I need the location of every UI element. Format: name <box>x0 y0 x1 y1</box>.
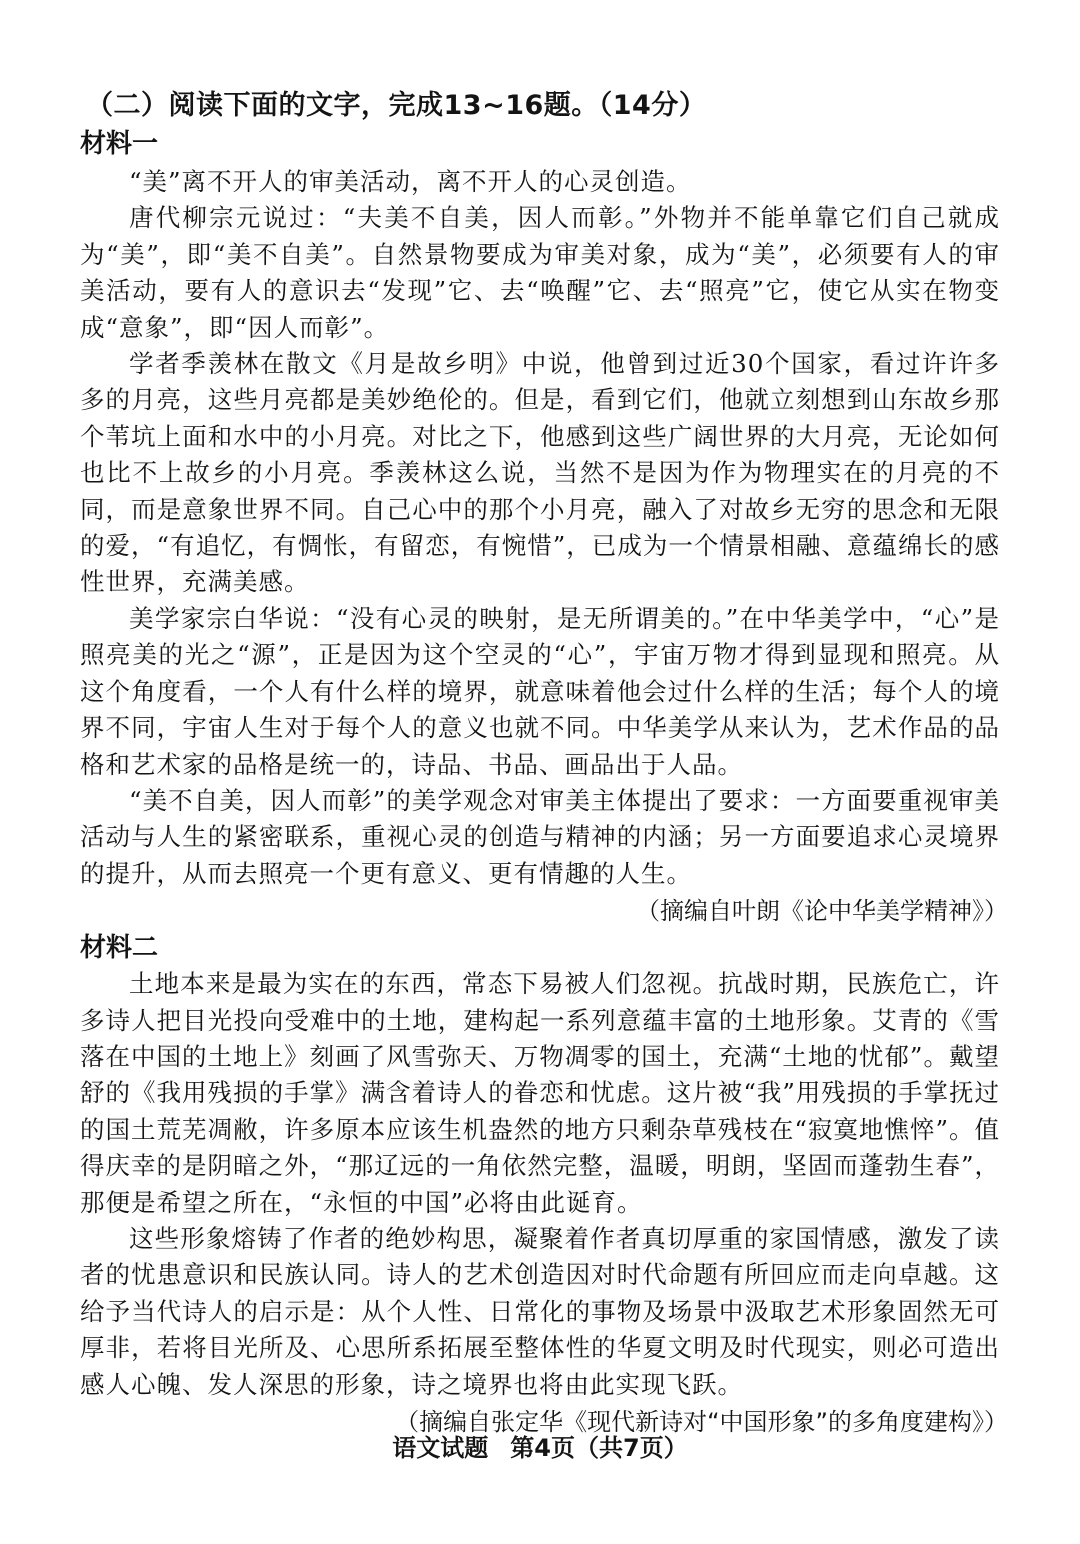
material-one-paragraph: 学者季羡林在散文《月是故乡明》中说，他曾到过近30个国家，看过许许多多的月亮，这些月亮都是美妙绝伦的。但是，看到它们，他就立刻想到山东故乡那个苇坑上面和水中的小月亮。对比之下，他感到这些广阔世界的大月亮，无论如何也比不上故乡的小月亮。季羡林这么说，当然不是因为作为物理实在的月亮的不同，而是意象世界不同。自己心中的那个小月亮，融入了对故乡无穷的思念和无限的爱，“有追忆，有惆怅，有留恋，有惋惜”，已成为一个情景相融、意蕴绵长的感性世界，充满美感。 <box>80 349 1000 597</box>
material-one-paragraph: “美”离不开人的审美活动，离不开人的心灵创造。 <box>129 167 692 196</box>
material-one-paragraph: 唐代柳宗元说过：“夫美不自美，因人而彰。”外物并不能单靠它们自己就成为“美”，即“美不自美”。自然景物要成为审美对象，成为“美”，必须要有人的审美活动，要有人的意识去“发现”它、去“唤醒”它、去“照亮”它，使它从实在物变成“意象”，即“因人而彰”。 <box>80 203 1000 342</box>
footer-subject: 语文试题 <box>392 1434 489 1462</box>
material-one <box>80 126 1008 930</box>
material-one-paragraph: “美不自美，因人而彰”的美学观念对审美主体提出了要求：一方面要重视审美活动与人生的紧密联系，重视心灵的创造与精神的内涵；另一方面要追求心灵境界的提升，从而去照亮一个更有意义、更有情趣的人生。 <box>80 785 1000 888</box>
footer-page-number: 第4页（共7页） <box>510 1434 688 1462</box>
material-one-title: 材料一 <box>80 129 159 159</box>
material-two-paragraph: 土地本来是最为实在的东西，常态下易被人们忽视。抗战时期，民族危亡，许多诗人把目光投向受难中的土地，建构起一系列意蕴丰富的土地形象。艾青的《雪落在中国的土地上》刻画了风雪弥天、万物凋零的国土，充满“土地的忧郁”。戴望舒的《我用残损的手掌》满含着诗人的眷恋和忧虑。这片被“我”用残损的手掌抚过的国土荒芜凋敝，许多原本应该生机盎然的地方只剩杂草残枝在“寂寞地憔悴”。值得庆幸的是阴暗之外，“那辽远的一角依然完整，温暖，明朗，坚固而蓬勃生春”，那便是希望之所在，“永恒的中国”必将由此诞育。 <box>80 969 1000 1217</box>
material-one-paragraph: 美学家宗白华说：“没有心灵的映射，是无所谓美的。”在中华美学中，“心”是照亮美的光之“源”，正是因为这个空灵的“心”，宇宙万物才得到显现和照亮。从这个角度看，一个人有什么样的境界，就意味着他会过什么样的生活；每个人的境界不同，宇宙人生对于每个人的意义也就不同。中华美学从来认为，艺术作品的品格和艺术家的品格是统一的，诗品、书品、画品出于人品。 <box>80 603 1000 779</box>
material-one-source: （摘编自叶朗《论中华美学精神》） <box>636 897 1008 926</box>
material-two-paragraph: 这些形象熔铸了作者的绝妙构思，凝聚着作者真切厚重的家国情感，激发了读者的忧患意识和民族认同。诗人的艺术创造因对时代命题有所回应而走向卓越。这给予当代诗人的启示是：从个人性、日常化的事物及场景中汲取艺术形象固然无可厚非，若将目光所及、心思所系拓展至整体性的华夏文明及时代现实，则必可造出感人心魄、发人深思的形象，诗之境界也将由此实现飞跃。 <box>80 1223 1000 1399</box>
page-footer <box>0 1430 1080 1466</box>
material-two <box>80 930 1008 1441</box>
section-title: （二）阅读下面的文字，完成13~16题。（14分） <box>86 90 707 121</box>
material-two-source: （摘编自张定华《现代新诗对“中国形象”的多角度建构》） <box>395 1408 1008 1436</box>
material-two-title: 材料二 <box>80 933 159 964</box>
